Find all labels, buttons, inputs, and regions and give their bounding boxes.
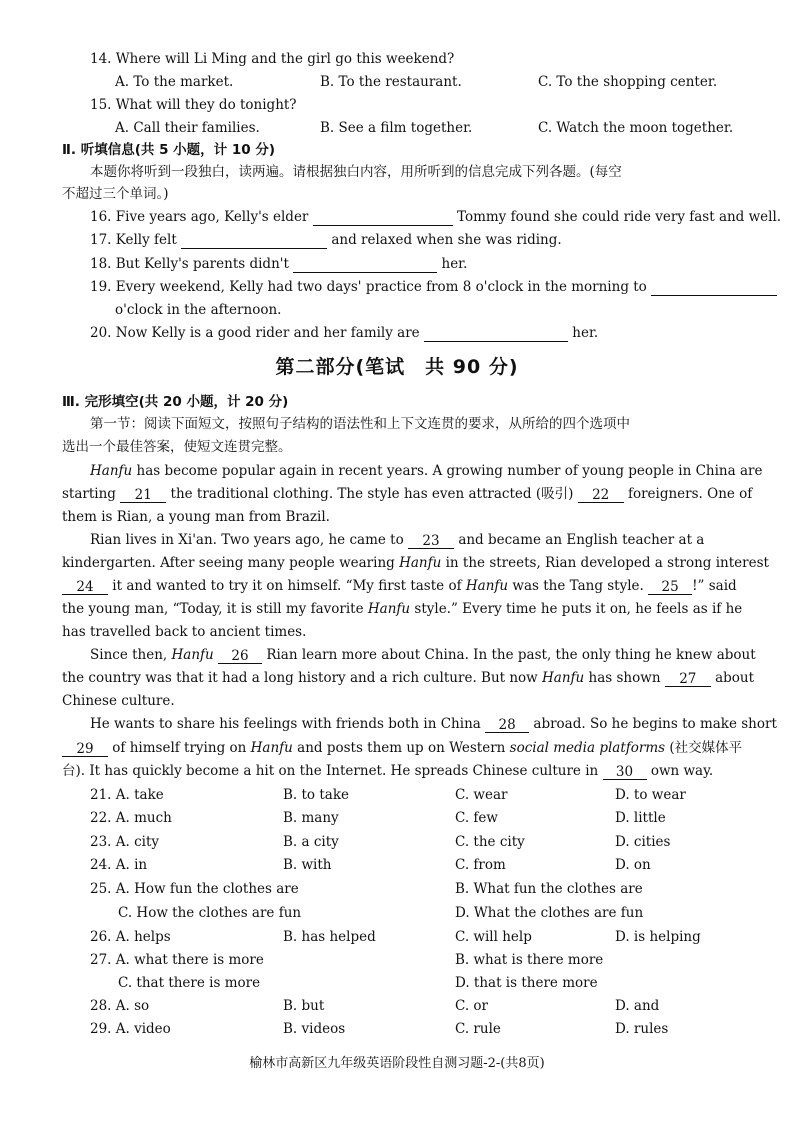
page-footer: 榆林市高新区九年级英语阶段性自测习题-2-(共8页) — [249, 1056, 545, 1071]
passage-text: own way. — [650, 763, 714, 779]
option-28-d[interactable]: D. and — [615, 998, 660, 1014]
option-27-c[interactable]: C. that there is more — [118, 975, 261, 991]
option-28-b[interactable]: B. but — [283, 998, 325, 1014]
passage-text: style.” Every time he puts it on, he feels as if he — [414, 601, 743, 617]
option-26-d[interactable]: D. is helping — [615, 929, 701, 945]
blank-23[interactable]: 23 — [408, 532, 454, 549]
q16-text-a: 16. Five years ago, Kelly's elder — [90, 209, 309, 225]
q15-stem: 15. What will they do tonight? — [90, 97, 297, 113]
q16 — [90, 208, 781, 226]
q20-blank[interactable] — [424, 325, 568, 342]
blank-30[interactable]: 30 — [603, 763, 647, 780]
passage-text: foreigners. One of — [627, 486, 753, 502]
passage-p3-line2 — [62, 669, 754, 687]
q15-option-c: C. Watch the moon together. — [538, 120, 734, 136]
option-29-c[interactable]: C. rule — [455, 1021, 501, 1037]
q19-text-b: o'clock in the afternoon. — [115, 302, 282, 318]
passage-text: and posts them up on Western — [297, 740, 506, 756]
hanfu-term: Hanfu — [465, 578, 509, 594]
passage-text: in the streets, Rian developed a strong interest — [445, 555, 769, 571]
blank-21[interactable]: 21 — [120, 486, 166, 503]
passage-text: has become popular again in recent years. A growing number of young people in China are — [132, 463, 763, 479]
passage-p1-line3: them is Rian, a young man from Brazil. — [62, 509, 330, 525]
option-22-b[interactable]: B. many — [283, 810, 339, 826]
hanfu-term: Hanfu — [250, 740, 293, 756]
blank-26[interactable]: 26 — [218, 647, 262, 664]
q17-text-b: and relaxed when she was riding. — [331, 232, 562, 248]
part3-heading: Ⅲ. 完形填空(共 20 小题，计 20 分) — [62, 394, 289, 410]
q19-text-a: 19. Every weekend, Kelly had two days' practice from 8 o'clock in the morning to — [90, 279, 647, 295]
section-title: 第二部分(笔试 共 90 分) — [275, 356, 519, 378]
option-23-b[interactable]: B. a city — [283, 834, 339, 850]
q14-option-a: A. To the market. — [115, 74, 234, 90]
q18-text-a: 18. But Kelly's parents didn't — [90, 256, 289, 272]
q15-option-b: B. See a film together. — [320, 120, 473, 136]
part2-instruction-2: 不超过三个单词。) — [62, 186, 169, 202]
q18-text-b: her. — [441, 256, 468, 272]
passage-text: Rian learn more about China. In the past, the only thing he knew about — [266, 647, 756, 663]
passage-p4-line2 — [62, 739, 742, 757]
option-24-d[interactable]: D. on — [615, 857, 651, 873]
option-23-a[interactable]: 23. A. city — [90, 834, 160, 850]
option-28-a[interactable]: 28. A. so — [90, 998, 150, 1014]
q18 — [90, 255, 467, 273]
part3-instruction-1: 第一节：阅读下面短文，按照句子结构的语法性和上下文连贯的要求，从所给的四个选项中 — [90, 416, 630, 432]
option-21-d[interactable]: D. to wear — [615, 787, 686, 803]
option-27-a[interactable]: 27. A. what there is more — [90, 952, 264, 968]
blank-28[interactable]: 28 — [485, 716, 529, 733]
blank-27[interactable]: 27 — [665, 670, 711, 687]
hanfu-term: Hanfu — [542, 670, 585, 686]
option-21-a[interactable]: 21. A. take — [90, 787, 164, 803]
hanfu-term: Hanfu — [399, 555, 442, 571]
q14-stem: 14. Where will Li Ming and the girl go this weekend? — [90, 51, 455, 67]
passage-text: about — [715, 670, 755, 686]
option-27-d[interactable]: D. that is there more — [455, 975, 598, 991]
passage-text: (社交媒体平 — [669, 740, 743, 756]
q20-text-b: her. — [572, 325, 599, 341]
passage-p2-line1 — [90, 531, 704, 549]
option-25-a[interactable]: 25. A. How fun the clothes are — [90, 881, 299, 897]
passage-p2-line2 — [62, 554, 769, 572]
passage-text: kindergarten. After seeing many people wearing — [62, 555, 395, 571]
option-23-c[interactable]: C. the city — [455, 834, 525, 850]
q14-option-b: B. To the restaurant. — [320, 74, 462, 90]
option-23-d[interactable]: D. cities — [615, 834, 671, 850]
passage-p4-line1 — [90, 715, 777, 733]
option-25-b[interactable]: B. What fun the clothes are — [455, 881, 643, 897]
passage-p3-line1 — [90, 646, 756, 664]
option-24-c[interactable]: C. from — [455, 857, 506, 873]
option-29-a[interactable]: 29. A. video — [90, 1021, 171, 1037]
q17-text-a: 17. Kelly felt — [90, 232, 177, 248]
blank-29[interactable]: 29 — [62, 740, 108, 757]
passage-p2-line3 — [62, 577, 737, 595]
blank-24[interactable]: 24 — [62, 578, 108, 595]
passage-p4-line3 — [62, 762, 713, 780]
passage-p2-line4 — [62, 600, 742, 618]
passage-text: it and wanted to try it on himself. “My first taste of — [112, 578, 462, 594]
q18-blank[interactable] — [293, 256, 437, 273]
passage-text: the country was that it had a long history and a rich culture. But now — [62, 670, 538, 686]
option-27-b[interactable]: B. what is there more — [455, 952, 604, 968]
option-24-b[interactable]: B. with — [283, 857, 332, 873]
option-26-b[interactable]: B. has helped — [283, 929, 376, 945]
option-25-c[interactable]: C. How the clothes are fun — [118, 905, 302, 921]
passage-text: the traditional clothing. The style has even attracted (吸引) — [170, 486, 574, 502]
passage-text: Rian lives in Xi'an. Two years ago, he came to — [90, 532, 404, 548]
passage-p3-line3: Chinese culture. — [62, 693, 175, 709]
part3-instruction-2: 选出一个最佳答案，使短文连贯完整。 — [62, 439, 292, 455]
passage-text: of himself trying on — [112, 740, 247, 756]
q20 — [90, 324, 598, 342]
passage-text: !” said — [692, 578, 737, 594]
part2-heading: Ⅱ. 听填信息(共 5 小题，计 10 分) — [62, 142, 276, 158]
passage-text: has shown — [588, 670, 661, 686]
q19-blank[interactable] — [651, 279, 777, 296]
option-25-d[interactable]: D. What the clothes are fun — [455, 905, 644, 921]
option-22-a[interactable]: 22. A. much — [90, 810, 172, 826]
option-21-b[interactable]: B. to take — [283, 787, 349, 803]
part2-instruction-1: 本题你将听到一段独白，读两遍。请根据独白内容，用所听到的信息完成下列各题。(每空 — [90, 164, 622, 180]
passage-text: 台). It has quickly become a hit on the Internet. He spreads Chinese culture in — [62, 763, 599, 779]
option-24-a[interactable]: 24. A. in — [90, 857, 148, 873]
passage-text: He wants to share his feelings with friends both in China — [90, 716, 481, 732]
q17-blank[interactable] — [181, 232, 327, 249]
option-26-a[interactable]: 26. A. helps — [90, 929, 171, 945]
q16-blank[interactable] — [313, 209, 453, 226]
blank-22[interactable]: 22 — [578, 486, 624, 503]
q19 — [90, 278, 777, 296]
hanfu-term: Hanfu — [171, 647, 214, 663]
passage-p1-line1 — [90, 462, 762, 480]
passage-text: and became an English teacher at a — [458, 532, 705, 548]
passage-text: abroad. So he begins to make short — [533, 716, 777, 732]
q17 — [90, 231, 562, 249]
q16-text-b: Tommy found she could ride very fast and well. — [456, 209, 782, 225]
social-media-term: social media platforms — [509, 740, 666, 756]
option-28-c[interactable]: C. or — [455, 998, 489, 1014]
hanfu-term: Hanfu — [90, 463, 133, 479]
passage-p1-line2 — [62, 485, 752, 503]
hanfu-term: Hanfu — [367, 601, 411, 617]
q20-text-a: 20. Now Kelly is a good rider and her family are — [90, 325, 420, 341]
passage-text: starting — [62, 486, 116, 502]
option-29-d[interactable]: D. rules — [615, 1021, 669, 1037]
option-21-c[interactable]: C. wear — [455, 787, 508, 803]
option-26-c[interactable]: C. will help — [455, 929, 532, 945]
option-22-c[interactable]: C. few — [455, 810, 498, 826]
q14-option-c: C. To the shopping center. — [538, 74, 718, 90]
passage-text: the young man, “Today, it is still my favorite — [62, 601, 364, 617]
option-29-b[interactable]: B. videos — [283, 1021, 346, 1037]
passage-p2-line5: has travelled back to ancient times. — [62, 624, 307, 640]
q15-option-a: A. Call their families. — [115, 120, 260, 136]
passage-text: Since then, — [90, 647, 168, 663]
option-22-d[interactable]: D. little — [615, 810, 666, 826]
blank-25[interactable]: 25 — [648, 578, 692, 595]
passage-text: was the Tang style. — [512, 578, 644, 594]
